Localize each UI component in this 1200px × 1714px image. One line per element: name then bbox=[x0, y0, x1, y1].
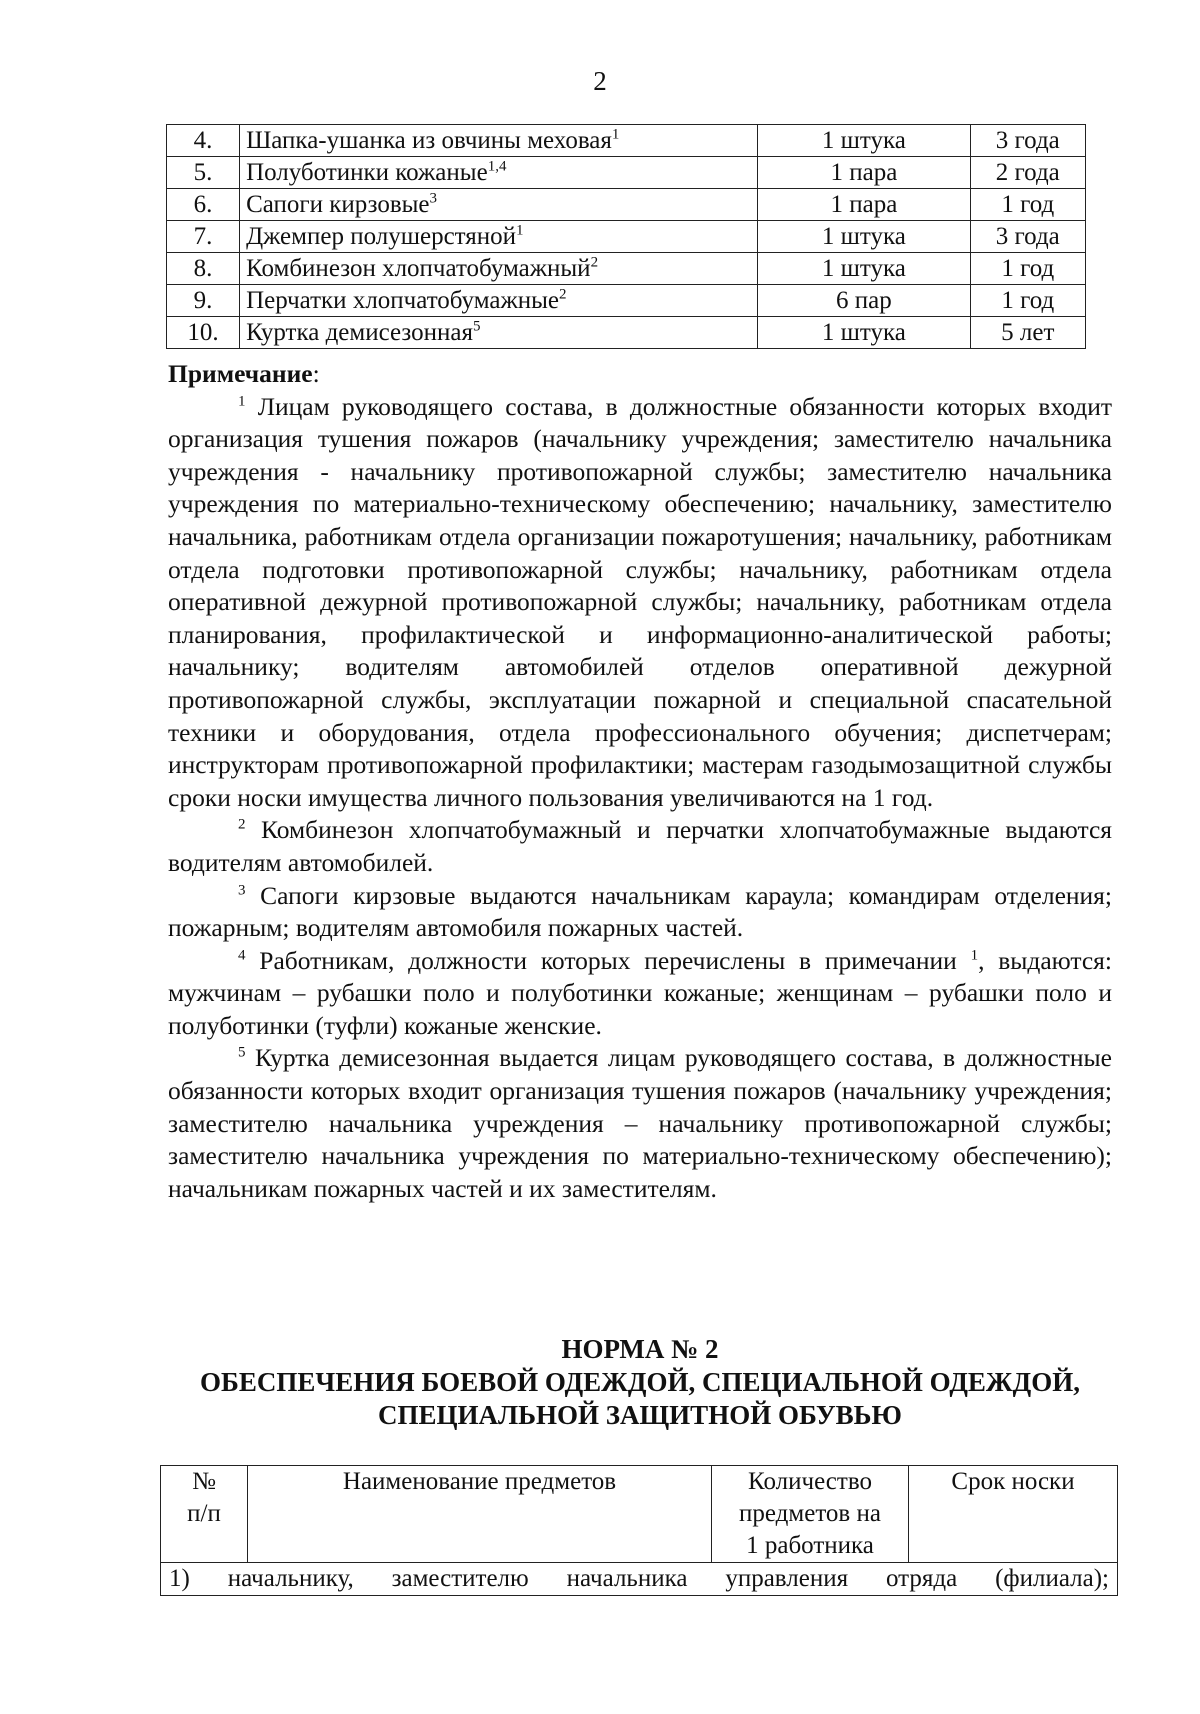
row-footnote-mark: 2 bbox=[590, 254, 599, 271]
section-row-text: 1) начальнику, заместителю начальника управления отряда (филиала); bbox=[161, 1563, 1118, 1596]
row-quantity: 6 пар bbox=[758, 285, 970, 317]
norm-title: НОРМА № 2 bbox=[561, 1334, 719, 1364]
row-footnote-mark: 2 bbox=[559, 286, 567, 303]
row-quantity: 1 штука bbox=[758, 253, 970, 285]
norm-table-section-row bbox=[161, 1563, 1118, 1596]
table-row bbox=[167, 125, 1086, 157]
note-1: $^1$ Лицам руководящего состава, в должностные обязанности которых входит организация тушения пожаров (начальнику учреждения; заместителю начальника учреждения - начальнику противопожарной службы; заместителю начальника учреждения по материально-техническому обеспечению; начальнику, заместителю начальника, работникам отдела организации пожаротушения; начальнику, работникам отдела подготовки противопожарной службы; начальнику, работникам отдела оперативной дежурной противопожарной службы; начальнику, работникам отдела планирования, профилактической и информационно-аналитической работы; начальнику; водителям автомобилей отделов оперативной дежурной противопожарной службы, эксплуатации пожарной и специальной спасательной техники и оборудования, отдела профессионального обучения; диспетчерам; инструкторам противопожарной профилактики; мастерам газодымозащитной службы сроки носки имущества личного пользования увеличиваются на 1 год. bbox=[168, 391, 1112, 812]
header-name: Наименование предметов bbox=[248, 1466, 712, 1563]
row-number: 9. bbox=[167, 285, 240, 317]
row-term: 5 лет bbox=[970, 317, 1085, 349]
row-quantity: 1 штука bbox=[758, 317, 970, 349]
note-5: $^5$ Куртка демисезонная выдается лицам руководящего состава, в должностные обязанности которых входит организация тушения пожаров (начальнику учреждения; заместителю начальника учреждения – начальнику противопожарной службы; заместителю начальника учреждения по материально-техническому обеспечению); начальникам пожарных частей и их заместителям. bbox=[168, 1043, 1112, 1203]
row-quantity: 1 пара bbox=[758, 189, 970, 221]
row-term: 1 год bbox=[970, 253, 1085, 285]
row-footnote-mark: 5 bbox=[472, 318, 481, 335]
table-row bbox=[167, 189, 1086, 221]
row-term: 1 год bbox=[970, 189, 1085, 221]
row-item-name: Полуботинки кожаные$^{1,4}$ bbox=[240, 157, 758, 189]
note-3: $^3$ Сапоги кирзовые выдаются начальникам караула; командирам отделения; пожарным; водителям автомобиля пожарных частей. bbox=[168, 880, 1112, 943]
row-quantity: 1 штука bbox=[758, 125, 970, 157]
row-number: 8. bbox=[167, 253, 240, 285]
row-number: 7. bbox=[167, 221, 240, 253]
row-footnote-mark: 3 bbox=[429, 190, 438, 207]
row-item-name: Шапка-ушанка из овчины меховая$^1$ bbox=[240, 125, 758, 157]
note-2: $^2$ Комбинезон хлопчатобумажный и перчатки хлопчатобумажные выдаются водителям автомобилей. bbox=[168, 815, 1112, 877]
row-footnote-mark: 1 bbox=[516, 222, 524, 239]
page-number: 2 bbox=[593, 66, 607, 96]
norm-subtitle-line-2: СПЕЦИАЛЬНОЙ ЗАЩИТНОЙ ОБУВЬЮ bbox=[378, 1400, 902, 1430]
header-quantity: Количество предметов на 1 работника bbox=[712, 1466, 909, 1563]
note-4: $^4$ Работникам, должности которых перечислены в примечании $^1$, выдаются: мужчинам – рубашки поло и полуботинки кожаные; женщинам – рубашки поло и полуботинки (туфли) кожаные женские. bbox=[168, 945, 1112, 1040]
row-number: 6. bbox=[167, 189, 240, 221]
row-item-name: Куртка демисезонная$^5$ bbox=[240, 317, 758, 349]
row-footnote-mark: 1,4 bbox=[487, 158, 507, 175]
header-term: Срок носки bbox=[909, 1466, 1118, 1563]
table-row bbox=[167, 285, 1086, 317]
table-row bbox=[167, 221, 1086, 253]
row-term: 3 года bbox=[970, 125, 1085, 157]
row-item-name: Комбинезон хлопчатобумажный$^2$ bbox=[240, 253, 758, 285]
norm-table bbox=[160, 1465, 1118, 1596]
row-quantity: 1 штука bbox=[758, 221, 970, 253]
row-item-name: Перчатки хлопчатобумажные$^2$ bbox=[240, 285, 758, 317]
header-number: № п/п bbox=[161, 1466, 248, 1563]
row-quantity: 1 пара bbox=[758, 157, 970, 189]
row-item-name: Джемпер полушерстяной$^1$ bbox=[240, 221, 758, 253]
norm-table-header-row bbox=[161, 1466, 1118, 1563]
row-number: 4. bbox=[167, 125, 240, 157]
row-number: 10. bbox=[167, 317, 240, 349]
row-term: 3 года bbox=[970, 221, 1085, 253]
norm-subtitle-line-1: ОБЕСПЕЧЕНИЯ БОЕВОЙ ОДЕЖДОЙ, СПЕЦИАЛЬНОЙ ОДЕЖДОЙ, bbox=[200, 1367, 1080, 1397]
table-row bbox=[167, 253, 1086, 285]
norm-heading bbox=[0, 1333, 1200, 1432]
row-footnote-mark: 1 bbox=[611, 126, 620, 143]
notes-heading: Примечание: bbox=[168, 359, 320, 388]
row-term: 2 года bbox=[970, 157, 1085, 189]
notes-section bbox=[168, 358, 1112, 1205]
row-item-name: Сапоги кирзовые$^3$ bbox=[240, 189, 758, 221]
row-number: 5. bbox=[167, 157, 240, 189]
row-term: 1 год bbox=[970, 285, 1085, 317]
table-row bbox=[167, 317, 1086, 349]
items-table bbox=[166, 124, 1086, 349]
table-row bbox=[167, 157, 1086, 189]
